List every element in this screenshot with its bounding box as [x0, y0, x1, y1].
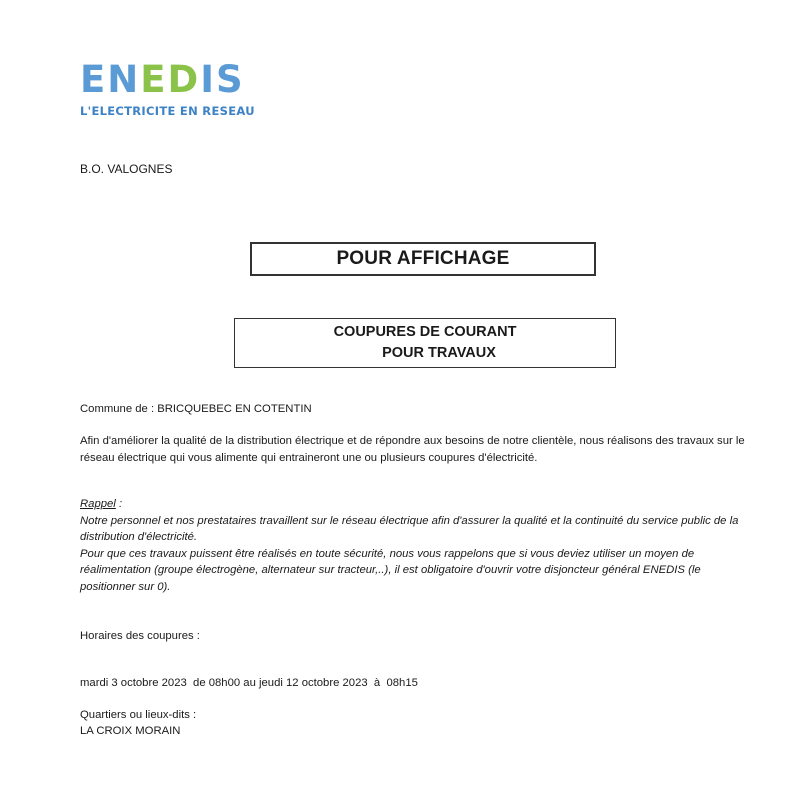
- rappel-heading: Rappel: [80, 498, 116, 510]
- affichage-title-box: [250, 242, 596, 276]
- affichage-title: POUR AFFICHAGE: [336, 248, 510, 269]
- logo-wordmark: ENEDIS: [80, 58, 245, 101]
- enedis-logo: [80, 60, 260, 124]
- rappel-section: [80, 496, 750, 595]
- quartiers-value: LA CROIX MORAIN: [80, 725, 181, 737]
- coupures-title-line-2: POUR TRAVAUX: [382, 345, 496, 361]
- intro-paragraph: Afin d'améliorer la qualité de la distribution électrique et de répondre aux besoins de notre clientèle, nous réalisons des travaux sur le réseau électrique qui vous alimente qui entraineront une ou plusieurs coupures d'électricité.: [80, 435, 745, 464]
- rappel-paragraph-2: Pour que ces travaux puissent être réalisés en toute sécurité, nous vous rappelons que si vous deviez utiliser un moyen de réalimentation (groupe électrogène, alternateur sur tracteur,..), il est obligatoire d'ouvrir votre disjoncteur général ENEDIS (le positionner sur 0).: [80, 547, 701, 593]
- horaires-value: mardi 3 octobre 2023 de 08h00 au jeudi 12 octobre 2023 à 08h15: [80, 677, 418, 689]
- rappel-paragraph-1: Notre personnel et nos prestataires travaillent sur le réseau électrique afin d'assurer la qualité et la continuité du service public de la distribution d'électricité.: [80, 514, 739, 543]
- coupures-title-box: [234, 318, 616, 368]
- rappel-heading-line: Rappel :: [80, 498, 123, 510]
- commune-line: Commune de : BRICQUEBEC EN COTENTIN: [80, 403, 312, 415]
- coupures-title-line-1: COUPURES DE COURANT: [333, 324, 517, 340]
- horaires-label: Horaires des coupures :: [80, 630, 200, 642]
- quartiers-label: Quartiers ou lieux-dits :: [80, 709, 197, 721]
- office-name: B.O. VALOGNES: [80, 162, 173, 176]
- logo-tagline: L'ELECTRICITE EN RESEAU: [80, 104, 255, 118]
